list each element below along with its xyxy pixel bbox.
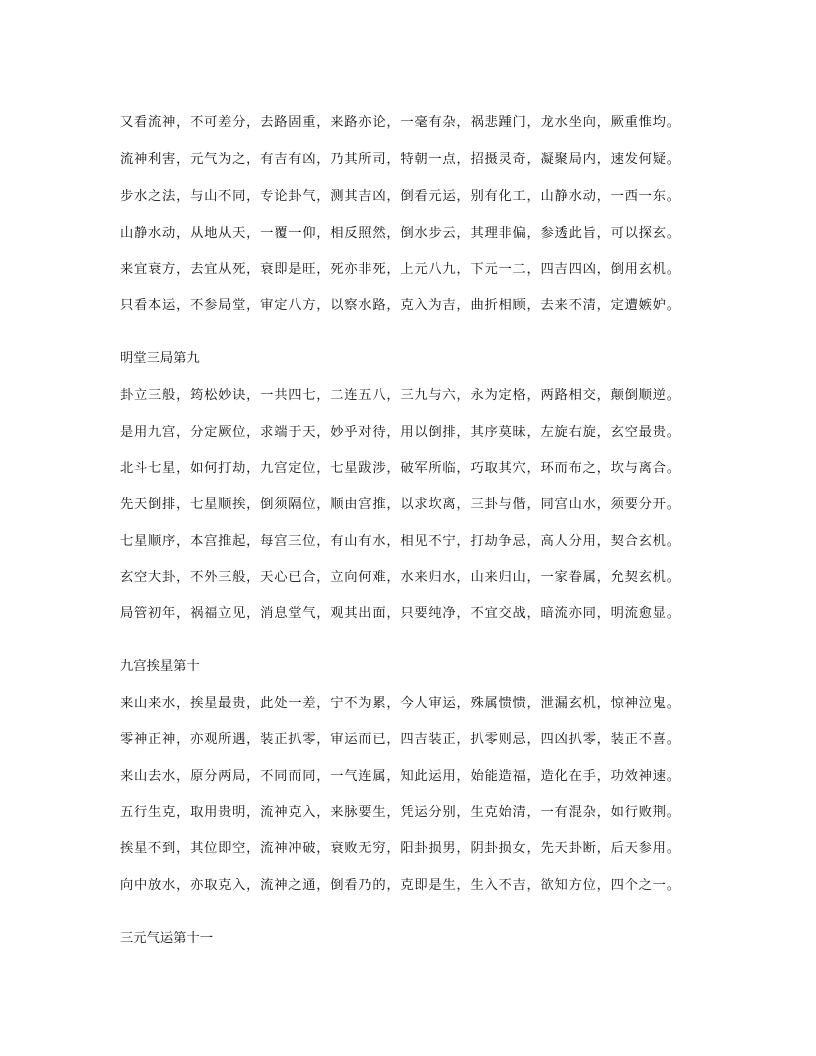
text-line: 挨星不到，其位即空，流神冲破，衰败无穷，阳卦损男，阴卦损女，先天卦断，后天参用。 (120, 841, 680, 856)
text-line: 来山去水，原分两局，不同而同，一气连属，知此运用，始能造福，造化在手，功效神速。 (120, 769, 680, 784)
text-line: 局管初年，祸福立见，消息堂气，观其出面，只要纯净，不宜交战，暗流亦同，明流愈显。 (120, 606, 680, 621)
text-line: 来宜衰方，去宜从死，衰即是旺，死亦非死，上元八九，下元一二，四吉四凶，倒用玄机。 (120, 262, 680, 277)
text-line: 五行生克，取用贵明，流神克入，来脉要生，凭运分别，生克始清，一有混杂，如行败荆。 (120, 805, 680, 820)
text-line: 是用九宫，分定厥位，求端于天，妙乎对待，用以倒排，其序莫昧，左旋右旋，玄空最贵。 (120, 425, 680, 440)
text-line: 七星顺序，本宫推起，每宫三位，有山有水，相见不宁，打劫争忌，高人分用，契合玄机。 (120, 534, 680, 549)
section-heading: 明堂三局第九 (120, 351, 200, 366)
text-line: 只看本运，不参局堂，审定八方，以察水路，克入为吉，曲折相顾，去来不清，定遭嫉妒。 (120, 298, 680, 313)
section-heading: 九宫挨星第十 (120, 659, 200, 674)
text-line: 北斗七星，如何打劫，九宫定位，七星跋涉，破军所临，巧取其穴，环而布之，坎与离合。 (120, 461, 680, 476)
text-line: 先天倒排，七星顺挨，倒须隔位，顺由宫推，以求坎离，三卦与偕，同宫山水，须要分开。 (120, 497, 680, 512)
text-line: 向中放水，亦取克入，流神之通，倒看乃的，克即是生，生入不吉，欲知方位，四个之一。 (120, 878, 680, 893)
text-line: 来山来水，挨星最贵，此处一差，宁不为累，今人审运，殊属愦愦，泄漏玄机，惊神泣鬼。 (120, 696, 680, 711)
text-line: 山静水动，从地从天，一覆一仰，相反照然，倒水步云，其理非偏，参透此旨，可以探玄。 (120, 226, 680, 241)
text-line: 又看流神，不可差分，去路固重，来路亦论，一毫有杂，祸悲踵门，龙水坐向，厥重惟均。 (120, 115, 680, 130)
text-line: 步水之法，与山不同，专论卦气，测其吉凶，倒看元运，别有化工，山静水动，一西一东。 (120, 189, 680, 204)
section-heading: 三元气运第十一 (120, 931, 214, 946)
text-line: 零神正神，亦观所遇，装正扒零，审运而已，四吉装正，扒零则忌，四凶扒零，装正不喜。 (120, 732, 680, 747)
text-line: 玄空大卦，不外三般，天心已合，立向何难，水来归水，山来归山，一家眷属，允契玄机。 (120, 570, 680, 585)
text-line: 流神利害，元气为之，有吉有凶，乃其所司，特朝一点，招摄灵奇，凝聚局内，速发何疑。 (120, 152, 680, 167)
text-line: 卦立三般，筠松妙诀，一共四七，二连五八，三九与六，永为定格，两路相交，颠倒顺逆。 (120, 388, 680, 403)
